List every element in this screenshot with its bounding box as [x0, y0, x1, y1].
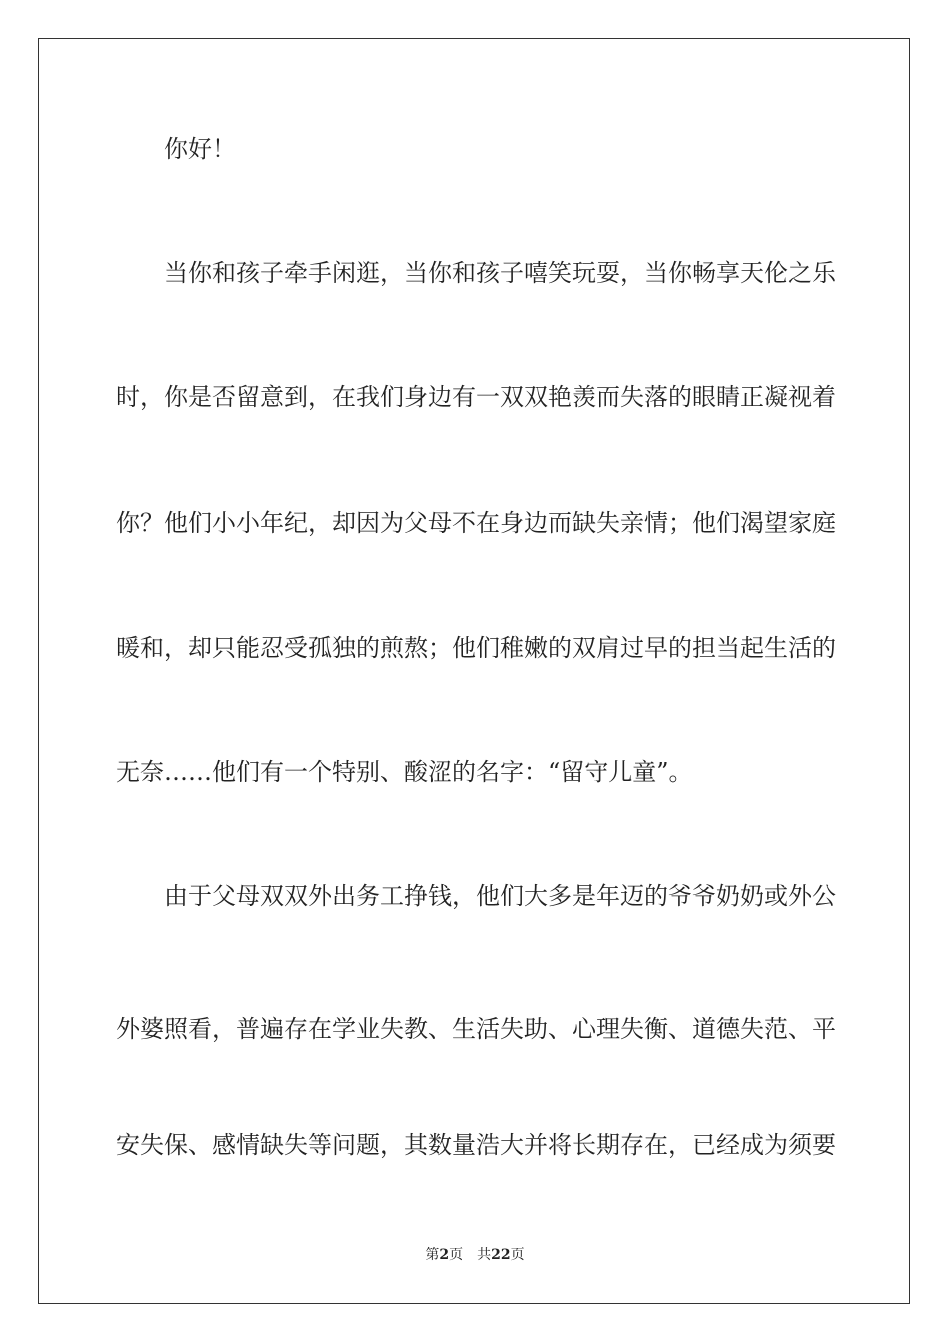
paragraph-line: 当你和孩子牵手闲逛，当你和孩子嘻笑玩耍，当你畅享天伦之乐: [164, 259, 836, 287]
paragraph-line: 外婆照看，普遍存在学业失教、生活失助、心理失衡、道德失范、平: [116, 1015, 836, 1043]
paragraph-line: 时，你是否留意到，在我们身边有一双双艳羡而失落的眼睛正凝视着: [116, 383, 836, 411]
total-suffix: 页: [510, 1247, 525, 1263]
page-border: [38, 38, 910, 1304]
page-footer: [0, 1245, 950, 1265]
total-pages: 22: [491, 1247, 511, 1263]
paragraph-line: 无奈……他们有一个特别、酸涩的名字：“留守儿童”。: [116, 758, 693, 786]
paragraph-line: 由于父母双双外出务工挣钱，他们大多是年迈的爷爷奶奶或外公: [164, 882, 836, 910]
paragraph-line: 安失保、感情缺失等问题，其数量浩大并将长期存在，已经成为须要: [116, 1131, 836, 1159]
paragraph-line: 你？他们小小年纪，却因为父母不在身边而缺失亲情；他们渴望家庭: [116, 509, 836, 537]
page-suffix: 页: [449, 1247, 464, 1263]
greeting-line: 你好！: [164, 135, 236, 163]
paragraph-line: 暖和，却只能忍受孤独的煎熬；他们稚嫩的双肩过早的担当起生活的: [116, 634, 836, 662]
page-number: 2: [439, 1247, 450, 1263]
total-prefix: 共: [477, 1247, 492, 1263]
page-prefix: 第: [425, 1247, 440, 1263]
